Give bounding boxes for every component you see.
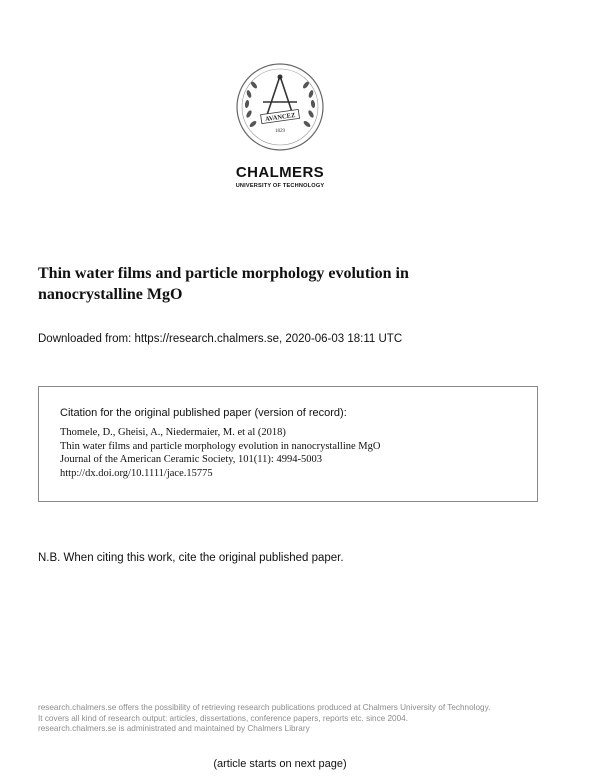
- paper-title: [38, 263, 558, 305]
- chalmers-seal-icon: [235, 62, 325, 152]
- footer-line-2: It covers all kind of research output: articles, dissertations, conference papers, reports etc. since 2004.: [38, 713, 408, 723]
- citation-journal: Journal of the American Ceramic Society, 101(11): 4994-5003: [60, 454, 322, 465]
- citation-heading: Citation for the original published paper (version of record):: [60, 407, 347, 419]
- citation-doi-link[interactable]: http://dx.doi.org/10.1111/jace.15775: [60, 467, 213, 479]
- download-info: Downloaded from: https://research.chalmers.se, 2020-06-03 18:11 UTC: [38, 333, 403, 345]
- brand-subtitle: UNIVERSITY OF TECHNOLOGY: [235, 183, 325, 189]
- footer-line-1: research.chalmers.se offers the possibility of retrieving research publications produced at Chalmers University of Technology.: [38, 703, 491, 712]
- seal-year: 1829: [275, 129, 285, 134]
- citation-note: N.B. When citing this work, cite the original published paper.: [38, 552, 344, 564]
- paper-title-line2: nanocrystalline MgO: [38, 286, 183, 303]
- seal-motto: AVANCEZ: [264, 111, 296, 124]
- brand-name: CHALMERS: [235, 164, 325, 181]
- citation-box: [38, 386, 538, 502]
- article-starts-note: (article starts on next page): [213, 758, 347, 770]
- footer-line-3: research.chalmers.se is administrated and maintained by Chalmers Library: [38, 724, 310, 734]
- citation-title: Thin water films and particle morphology evolution in nanocrystalline MgO: [60, 440, 381, 452]
- paper-title-line1: Thin water films and particle morphology evolution in: [38, 265, 409, 282]
- citation-details: [60, 426, 530, 480]
- footer-info: [38, 703, 578, 735]
- citation-authors: Thomele, D., Gheisi, A., Niedermaier, M. et al (2018): [60, 427, 286, 438]
